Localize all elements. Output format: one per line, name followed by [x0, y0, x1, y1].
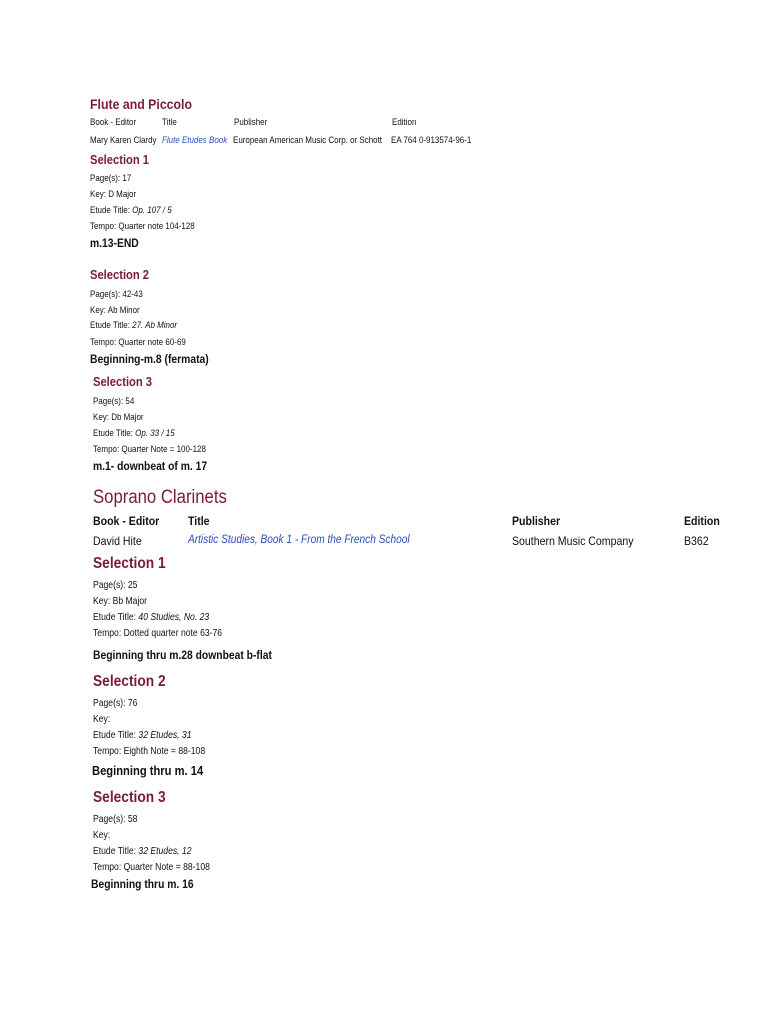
- flute-publisher: European American Music Corp. or Schott: [233, 135, 383, 146]
- flute-selection-3-heading: Selection 3: [93, 374, 153, 389]
- flute-header-edition: Edition: [392, 117, 417, 128]
- clarinet-sel3-etude: Etude Title: 32 Etudes, 12: [93, 846, 192, 857]
- flute-header-editor: Book - Editor: [90, 117, 137, 128]
- flute-sel2-etude: Etude Title: 27. Ab Minor: [90, 320, 178, 331]
- flute-sel2-pages: Page(s): 42-43: [90, 289, 143, 300]
- clarinet-sel1-tempo: Tempo: Dotted quarter note 63-76: [93, 628, 223, 639]
- flute-book-title-link[interactable]: Flute Etudes Book: [162, 135, 228, 146]
- flute-sel3-measures: m.1- downbeat of m. 17: [93, 459, 208, 473]
- flute-sel2-key: Key: Ab Minor: [90, 305, 140, 316]
- clarinet-sel2-key: Key:: [93, 714, 111, 725]
- flute-edition: EA 764 0-913574-96-1: [391, 135, 472, 146]
- flute-selection-1-heading: Selection 1: [90, 152, 150, 167]
- clarinet-sel2-measures: Beginning thru m. 14: [92, 763, 204, 778]
- flute-sel1-pages: Page(s): 17: [90, 173, 132, 184]
- flute-sel3-key: Key: Db Major: [93, 412, 144, 423]
- flute-sel1-tempo: Tempo: Quarter note 104-128: [90, 221, 195, 232]
- flute-header-title: Title: [162, 117, 177, 128]
- clarinet-selection-3-heading: Selection 3: [93, 789, 166, 806]
- flute-header-publisher: Publisher: [234, 117, 268, 128]
- clarinet-sel1-measures: Beginning thru m.28 downbeat b-flat: [93, 648, 272, 662]
- flute-sel2-tempo: Tempo: Quarter note 60-69: [90, 337, 186, 348]
- clarinet-sel3-tempo: Tempo: Quarter Note = 88-108: [93, 862, 210, 873]
- clarinet-publisher: Southern Music Company: [512, 534, 634, 548]
- clarinet-header-title: Title: [188, 514, 210, 528]
- flute-sel1-etude: Etude Title: Op. 107 / 5: [90, 205, 172, 216]
- clarinet-sel3-key: Key:: [93, 830, 111, 841]
- flute-selection-2-heading: Selection 2: [90, 267, 150, 282]
- flute-sel3-pages: Page(s): 54: [93, 396, 135, 407]
- clarinet-header-edition: Edition: [684, 514, 720, 528]
- flute-section-title: Flute and Piccolo: [90, 96, 192, 112]
- flute-sel3-tempo: Tempo: Quarter Note = 100-128: [93, 444, 206, 455]
- clarinet-selection-1-heading: Selection 1: [93, 555, 166, 572]
- clarinet-sel1-key: Key: Bb Major: [93, 596, 148, 607]
- clarinet-book-title-link[interactable]: Artistic Studies, Book 1 - From the French School: [188, 534, 410, 546]
- clarinet-sel1-etude: Etude Title: 40 Studies, No. 23: [93, 612, 210, 623]
- flute-sel2-measures: Beginning-m.8 (fermata): [90, 352, 209, 366]
- clarinet-sel3-pages: Page(s): 58: [93, 814, 138, 825]
- flute-sel1-key: Key: D Major: [90, 189, 137, 200]
- clarinet-sel1-pages: Page(s): 25: [93, 580, 138, 591]
- clarinet-sel3-measures: Beginning thru m. 16: [91, 877, 194, 891]
- clarinet-sel2-pages: Page(s): 76: [93, 698, 138, 709]
- clarinet-header-publisher: Publisher: [512, 514, 561, 528]
- clarinet-editor: David Hite: [93, 534, 142, 548]
- flute-editor: Mary Karen Clardy: [90, 135, 157, 146]
- clarinet-header-editor: Book - Editor: [93, 514, 160, 528]
- clarinet-sel2-etude: Etude Title: 32 Etudes, 31: [93, 730, 192, 741]
- clarinet-selection-2-heading: Selection 2: [93, 673, 166, 690]
- flute-sel3-etude: Etude Title: Op. 33 / 15: [93, 428, 175, 439]
- flute-sel1-measures: m.13-END: [90, 236, 139, 250]
- clarinet-edition: B362: [684, 534, 709, 548]
- clarinet-sel2-tempo: Tempo: Eighth Note = 88-108: [93, 746, 206, 757]
- clarinet-section-title: Soprano Clarinets: [93, 487, 227, 508]
